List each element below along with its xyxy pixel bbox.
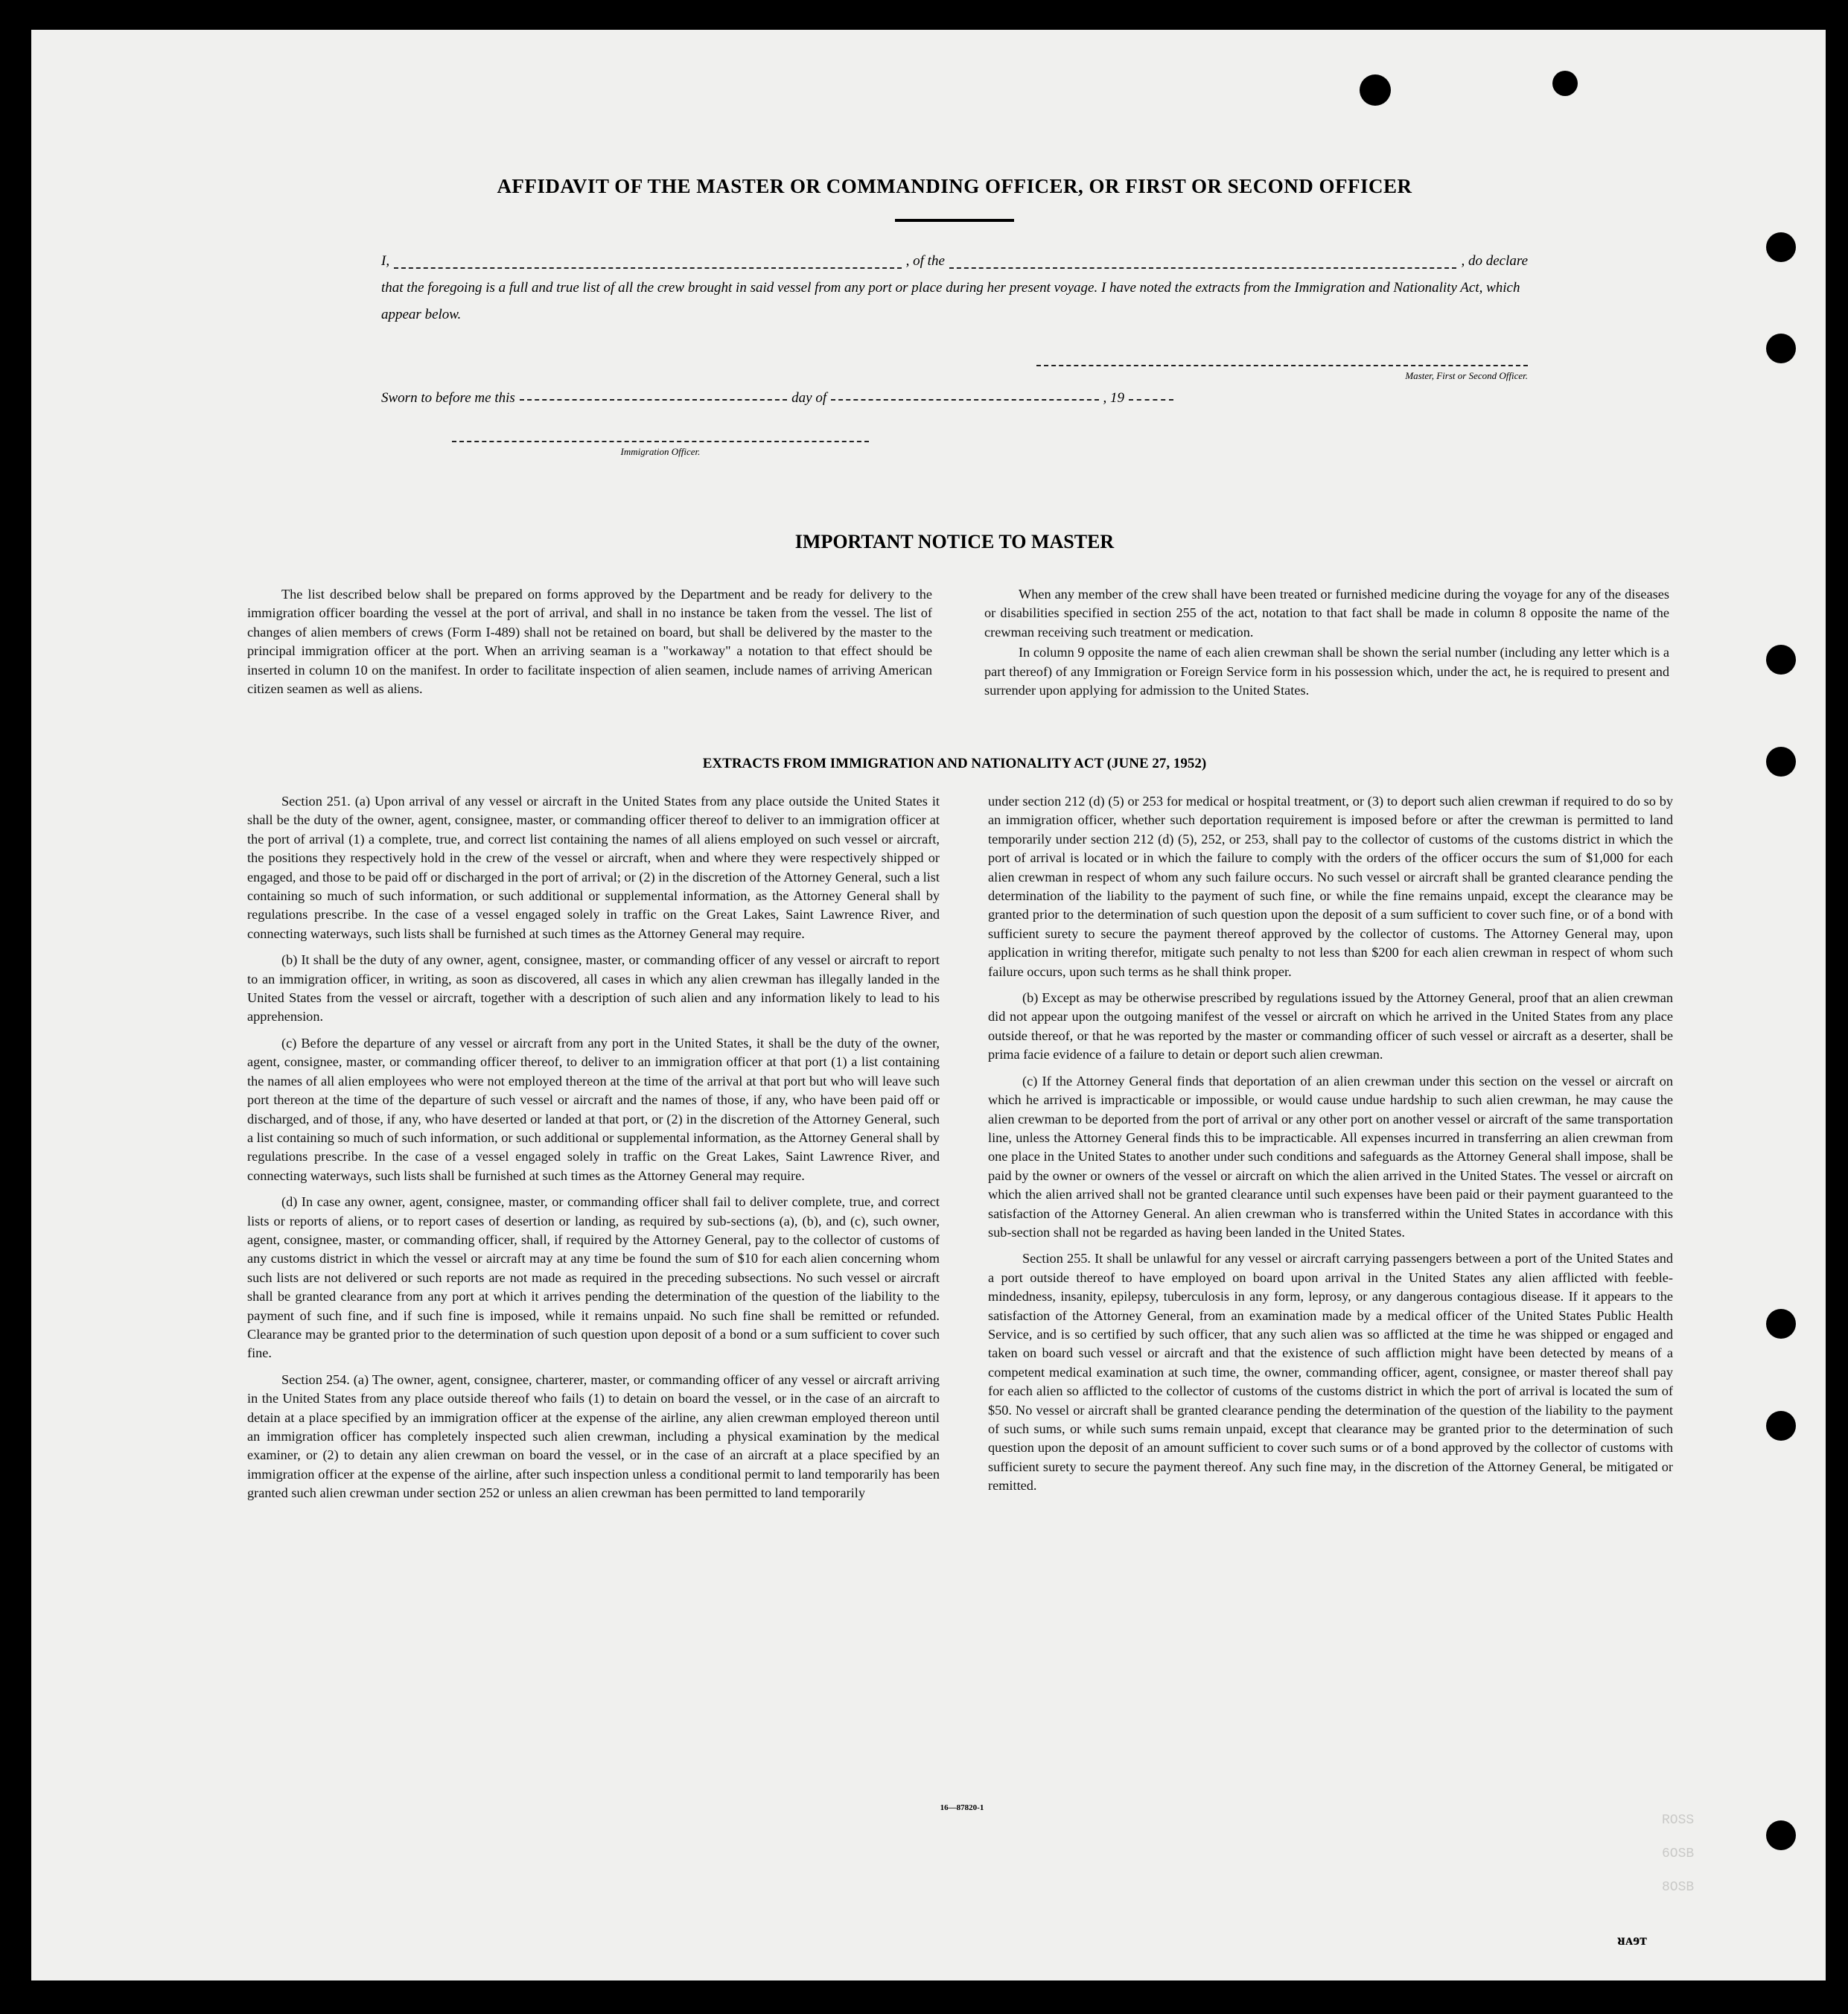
declaration-block bbox=[381, 248, 1528, 328]
sworn-line bbox=[381, 390, 1178, 407]
declaration-text: that the foregoing is a full and true list of all the crew brought in said vessel from any port or place during her present voyage. I have noted the extracts from the Immigration and Nationality Act, which appear below. bbox=[381, 280, 1520, 322]
officer-signature-caption: Immigration Officer. bbox=[620, 446, 701, 457]
punch-hole-icon bbox=[1766, 1309, 1796, 1339]
extracts-left-column bbox=[247, 792, 940, 1511]
punch-hole-icon bbox=[1766, 645, 1796, 675]
punch-hole-icon bbox=[1360, 74, 1391, 106]
declaration-i: I, bbox=[381, 253, 390, 269]
name-blank[interactable] bbox=[394, 267, 902, 269]
master-signature-line[interactable] bbox=[1036, 365, 1528, 383]
punch-hole-icon bbox=[1766, 334, 1796, 363]
affidavit-title: AFFIDAVIT OF THE MASTER OR COMMANDING OFFICER, OR FIRST OR SECOND OFFICER bbox=[497, 175, 1412, 197]
vessel-blank[interactable] bbox=[949, 267, 1457, 269]
notice-paragraph: The list described below shall be prepared on forms approved by the Department and be ready for delivery to the immigration officer boarding the vessel at the port of arrival, and shall in no instance be taken from the vessel. The list of changes of alien members of crews (Form I-489) shall not be retained on board, but shall be delivered by the master to the principal immigration officer at the port. When an arriving seaman is a "workaway" a notation to that effect should be inserted in column 10 on the manifest. In order to facilitate inspection of alien seamen, include names of arriving American citizen seamen as well as aliens. bbox=[247, 587, 932, 697]
punch-hole-icon bbox=[1766, 747, 1796, 777]
extract-paragraph: Section 251. (a) Upon arrival of any vessel or aircraft in the United States from any place outside the United States it shall be the duty of the owner, agent, consignee, master, or commanding officer thereof to deliver to an immigration officer at the port of arrival (1) a complete, true, and correct list containing the names of all aliens employed on such vessel or aircraft, the positions they respectively hold in the crew of the vessel or aircraft, when and where they were respectively shipped or engaged, and those to be paid off or discharged in the port of arrival; or (2) in the discretion of the Attorney General, such a list containing so much of such information, or such additional or supplemental information, as the Attorney General shall by regulations prescribe. In the case of a vessel engaged solely in traffic on the Great Lakes, Saint Lawrence River, and connecting waterways, such lists shall be furnished at such times as the Attorney General may require. bbox=[247, 794, 940, 941]
notice-paragraph: When any member of the crew shall have been treated or furnished medicine during the voyage for any of the diseases or disabilities specified in section 255 of the act, notation to that fact shall be made in column 8 opposite the name of the crewman receiving such treatment or medication. bbox=[984, 587, 1669, 640]
punch-hole-icon bbox=[1552, 71, 1578, 96]
bleed-through-text: 8OSB bbox=[1662, 1880, 1695, 1895]
mirrored-stamp: ᴚᴀɘᴛ bbox=[1617, 1932, 1647, 1948]
bleed-through-text: ROSS bbox=[1662, 1813, 1695, 1828]
sworn-month-blank[interactable] bbox=[831, 399, 1098, 401]
notice-left-column bbox=[247, 585, 932, 706]
notice-right-column bbox=[984, 585, 1669, 707]
extract-paragraph: Section 254. (a) The owner, agent, consignee, charterer, master, or commanding officer of any vessel or aircraft arriving in the United States from any place outside thereof who fails (1) to detain on board the vessel, or in the case of an aircraft to detain at a place specified by an immigration officer at the expense of the airline, any alien crewman employed thereon until an immigration officer has completely inspected such alien crewman, including a physical examination by the medical examiner, or (2) to detain any alien crewman on board the vessel, or in the case of an aircraft at a place specified by an immigration officer at the expense of the airline, after such inspection unless a conditional permit to land temporarily has been granted such alien crewman under section 252 or unless an alien crewman has been permitted to land temporarily bbox=[247, 1371, 940, 1501]
day-of-label: day of bbox=[791, 390, 827, 406]
form-number: 16—87820-1 bbox=[940, 1803, 984, 1812]
notice-paragraph: In column 9 opposite the name of each alien crewman shall be shown the serial number (including any letter which is a part thereof) of any Immigration or Foreign Service form in his possession which, under the act, he is required to present and surrender upon applying for admission to the United States. bbox=[984, 645, 1669, 698]
extract-paragraph: (d) In case any owner, agent, consignee, master, or commanding officer shall fail to deliver complete, true, and correct lists or reports of aliens, or to report cases of desertion or landing, as required by sub-sections (a), (b), and (c), such owner, agent, consignee, master, or commanding officer, shall, if required by the Attorney General, pay to the collector of customs of any customs district in which the vessel or aircraft may at any time be found the sum of $10 for each alien concerning whom such lists are not delivered or such reports are not made as required in the preceding subsections. No such vessel or aircraft shall be granted clearance from any port at which it arrives pending the determination of the question of the liability to the payment of such fine, and if such fine is imposed, while it remains unpaid. No such fine shall be remitted or refunded. Clearance may be granted prior to the determination of such question upon deposit of a bond or a sum sufficient to cover such fine. bbox=[247, 1194, 940, 1361]
extracts-right-column bbox=[988, 792, 1673, 1503]
notice-heading: IMPORTANT NOTICE TO MASTER bbox=[794, 531, 1115, 552]
master-signature-caption: Master, First or Second Officer. bbox=[1405, 370, 1528, 381]
extract-paragraph: (b) It shall be the duty of any owner, agent, consignee, master, or commanding officer of any vessel or aircraft to report to an immigration officer, in writing, as soon as discovered, all cases in which any alien crewman has illegally landed in the United States from the vessel or aircraft, together with a description of such alien and any information likely to lead to his apprehension. bbox=[247, 952, 940, 1024]
title-rule bbox=[895, 219, 1014, 222]
extract-paragraph: (c) Before the departure of any vessel or aircraft from any port in the United States, it shall be the duty of the owner, agent, consignee, master, or commanding officer thereof, to deliver to an immigration officer at that port (1) a list containing the names of all alien employees who were not employed thereon at the time of the arrival at that port but who will leave such port thereon at the time of the departure of such vessel or aircraft and the names of those, if any, who have been paid off or discharged, and of those, if any, who have deserted or landed at that port, or (2) in the discretion of the Attorney General, such a list containing so much of such information, or such additional or supplemental information, as the Attorney General shall by regulations prescribe. In the case of a vessel engaged solely in traffic on the Great Lakes, Saint Lawrence River, and connecting waterways, such lists shall be furnished at such times as the Attorney General may require. bbox=[247, 1035, 940, 1183]
declaration-of-the: , of the bbox=[905, 253, 945, 269]
immigration-officer-signature-line[interactable] bbox=[452, 441, 869, 459]
declaration-do-declare: , do declare bbox=[1461, 253, 1529, 269]
year-label: , 19 bbox=[1103, 390, 1125, 406]
sworn-day-blank[interactable] bbox=[520, 399, 787, 401]
extract-paragraph: (b) Except as may be otherwise prescribed by regulations issued by the Attorney General, proof that an alien crewman did not appear upon the outgoing manifest of the vessel or aircraft on which he arrived in the United States from any place outside thereof, or that he was reported by the master or commanding officer of such vessel or aircraft as a deserter, shall be prima facie evidence of a failure to detain or deport such alien crewman. bbox=[988, 990, 1673, 1062]
extract-paragraph: Section 255. It shall be unlawful for any vessel or aircraft carrying passengers between a port of the United States and a port outside thereof to have employed on board upon arrival in the United States any alien afflicted with feeble-mindedness, insanity, epilepsy, tuberculosis in any form, leprosy, or any dangerous contagious disease. If it appears to the satisfaction of the Attorney General, from an examination made by a medical officer of the United States Public Health Service, and is so certified by such officer, that any such alien was so afflicted at the time he was shipped or engaged and taken on board such vessel or aircraft and that the existence of such affliction might have been detected by means of a competent medical examination at such time, the owner, commanding officer, agent, consignee, or master thereof shall pay for each alien so afflicted to the collector of customs of the customs district in which the port of arrival is located the sum of $50. No vessel or aircraft shall be granted clearance pending the determination of the question of the liability to the payment of such sums, or while such sums remain unpaid, except that clearance may be granted prior to the determination of such question upon the deposit of an amount sufficient to cover such sums or of a bond approved by the collector of customs with sufficient surety to secure the payment thereof. Any such fine may, in the discretion of the Attorney General, be mitigated or remitted. bbox=[988, 1251, 1673, 1494]
extract-paragraph: (c) If the Attorney General finds that deportation of an alien crewman under this section on the vessel or aircraft on which he arrived is impracticable or impossible, or would cause undue hardship to such alien crewman, he may cause the alien crewman to be deported from the port of arrival or any other port on another vessel or aircraft of the same transportation line, unless the Attorney General finds this to be impracticable. All expenses incurred in transferring an alien crewman from one place in the United States to another under such conditions and safeguards as the Attorney General shall impose, shall be paid by the owner or owners of the vessel or aircraft on which the alien arrived in the United States. The vessel or aircraft on which the alien arrived shall not be granted clearance until such expenses have been paid or their payment guaranteed to the satisfaction of the Attorney General. An alien crewman who is transferred within the United States in accordance with this sub-section shall not be regarded as having been landed in the United States. bbox=[988, 1073, 1673, 1240]
punch-hole-icon bbox=[1766, 1820, 1796, 1850]
bleed-through-text: 6OSB bbox=[1662, 1846, 1695, 1861]
punch-hole-icon bbox=[1766, 232, 1796, 262]
document-page bbox=[31, 30, 1826, 1980]
sworn-label: Sworn to before me this bbox=[381, 390, 515, 406]
sworn-year-blank[interactable] bbox=[1129, 399, 1173, 401]
punch-hole-icon bbox=[1766, 1411, 1796, 1441]
extract-paragraph: under section 212 (d) (5) or 253 for medical or hospital treatment, or (3) to deport such alien crewman if required to do so by an immigration officer, whether such deportation requirement is imposed before or after the crewman is permitted to land temporarily under section 212 (d) (5), 252, or 253, shall pay to the collector of customs of the customs district in which the port of arrival is located or in which the failure to comply with the orders of the officer occurs the sum of $1,000 for each alien crewman in respect of whom any such failure occurs. No such vessel or aircraft shall be granted clearance pending the determination of the liability to the payment of such fine, or while the fine remains unpaid, except the clearance may be granted prior to the determination of such question upon the deposit of a sum sufficient to cover such fine, or of a bond with sufficient surety to secure the payment thereof approved by the collector of customs. The Attorney General may, upon application in writing therefor, mitigate such penalty to not less than $200 for each alien crewman in respect of whom such failure occurs, upon such terms as he shall think proper. bbox=[988, 794, 1673, 979]
extracts-heading: EXTRACTS FROM IMMIGRATION AND NATIONALITY ACT (JUNE 27, 1952) bbox=[702, 756, 1207, 771]
